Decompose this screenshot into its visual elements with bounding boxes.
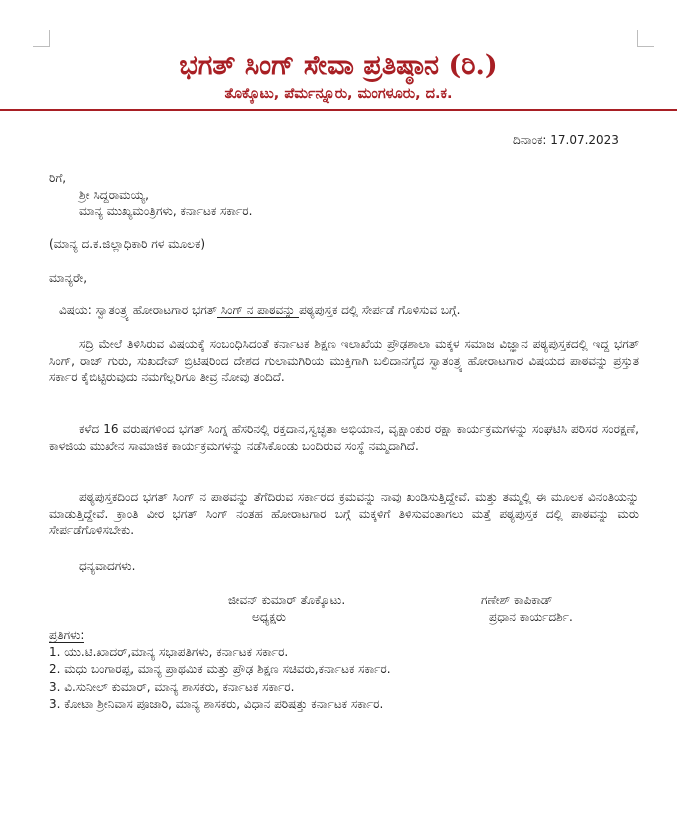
recipient-to: ರಿಗೆ, bbox=[49, 171, 67, 185]
copy-item: 2. ಮಧು ಬಂಗಾರಪ್ಪ, ಮಾನ್ಯ ಪ್ರಾಥಮಿಕ ಮತ್ತು ಪ್ರೌಢ ಶಿಕ್ಷಣ ಸಚಿವರು,ಕರ್ನಾಟಕ ಸರ್ಕಾರ. bbox=[49, 662, 391, 676]
signatory-2-role: ಪ್ರಧಾನ ಕಾರ್ಯದರ್ಶಿ. bbox=[489, 610, 573, 624]
letter-date: ದಿನಾಂಕ: 17.07.2023 bbox=[513, 133, 619, 147]
copy-item: 3. ಕೋಟಾ ಶ್ರೀನಿವಾಸ ಪೂಜಾರಿ, ಮಾನ್ಯ ಶಾಸಕರು, ವಿಧಾನ ಪರಿಷತ್ತು ಕರ್ನಾಟಕ ಸರ್ಕಾರ. bbox=[49, 697, 384, 711]
signatory-2-name: ಗಣೇಶ್ ಕಾಪಿಕಾಡ್ bbox=[481, 593, 553, 607]
recipient-name: ಶ್ರೀ ಸಿದ್ದರಾಮಯ್ಯ, bbox=[79, 188, 149, 202]
salutation: ಮಾನ್ಯರೇ, bbox=[49, 271, 88, 285]
signatory-1-name: ಜೀವನ್ ಕುಮಾರ್ ತೊಕ್ಕೊಟು. bbox=[228, 593, 346, 607]
letterhead-title: ಭಗತ್ ಸಿಂಗ್ ಸೇವಾ ಪ್ರತಿಷ್ಠಾನ (ರಿ.) bbox=[179, 50, 498, 81]
body-paragraph-1: ಸದ್ರಿ ಮೇಲೆ ತಿಳಿಸಿರುವ ವಿಷಯಕ್ಕೆ ಸಂಬಂಧಿಸಿದಂತೆ ಕರ್ನಾಟಕ ಶಿಕ್ಷಣ ಇಲಾಖೆಯ ಪ್ರೌಢಶಾಲಾ ಮಕ್ಕಳ ಸಮಾಜ ವಿಜ್ಞಾನ ಪಠ್ಯಪುಸ್ತಕದಲ್ಲಿ ಇದ್ದ ಭಗತ್ ಸಿಂಗ್, ರಾಜ್ ಗುರು, ಸುಖದೇವ್ ಬ್ರಿಟಿಷರಿಂದ ದೇಶದ ಗುಲಾಮಗಿರಿಯ ಮುಕ್ತಿಗಾಗಿ ಬಲಿದಾನಗೈದ ಸ್ವಾತಂತ್ರ್ಯ ಹೋರಾಟಗಾರ ವಿಷಯದ ಪಾಠವನ್ನು ಪ್ರಸ್ತುತ ಸರ್ಕಾರ ಕೈಬಿಟ್ಟಿರುವುದು ನಮಗೆಲ್ಲರಿಗೂ ತೀವ್ರ ನೋವು ತಂದಿದೆ. bbox=[49, 337, 639, 384]
crop-mark-top-right bbox=[637, 30, 654, 47]
copies-heading: ಪ್ರತಿಗಳು: bbox=[49, 628, 85, 642]
crop-mark-top-left bbox=[33, 30, 50, 47]
recipient-via: (ಮಾನ್ಯ ದ.ಕ.ಜಿಲ್ಲಾಧಿಕಾರಿ ಗಳ ಮೂಲಕ) bbox=[49, 237, 206, 251]
body-paragraph-2: ಕಳೆದ 16 ವರುಷಗಳಿಂದ ಭಗತ್ ಸಿಂಗ್ನ ಹೆಸರಿನಲ್ಲಿ ರಕ್ತದಾನ,ಸ್ವಚ್ಛತಾ ಅಭಿಯಾನ, ವೃಕ್ಷಾಂಕುರ ರಕ್ಷಾ ಕಾರ್ಯಕ್ರಮಗಳನ್ನು ಸಂಘಟಿಸಿ ಪರಿಸರ ಸಂರಕ್ಷಣೆ, ಕಾಳಜಿಯ ಮುಖೇನ ಸಾಮಾಜಿಕ ಕಾರ್ಯಕ್ರಮಗಳನ್ನು ನಡೆಸಿಕೊಂಡು ಬಂದಿರುವ ಸಂಸ್ಥೆ ನಮ್ಮದಾಗಿದೆ. bbox=[49, 422, 639, 453]
letterhead-address: ತೊಕ್ಕೊಟು, ಪೆರ್ಮನ್ನೂರು, ಮಂಗಳೂರು, ದ.ಕ. bbox=[224, 86, 453, 102]
subject-underlined: ಸಿಂಗ್ ನ ಪಾಠವನ್ನು bbox=[217, 303, 300, 317]
subject-line bbox=[59, 302, 460, 318]
signatory-1-role: ಅಧ್ಯಕ್ಷರು bbox=[252, 610, 286, 624]
subject-prefix: ವಿಷಯ: ಸ್ವಾತಂತ್ರ್ಯ ಹೋರಾಟಗಾರ ಭಗತ್ bbox=[59, 303, 217, 317]
subject-suffix: ಪಠ್ಯಪುಸ್ತಕ ದಲ್ಲಿ ಸೇರ್ಪಡೆ ಗೊಳಿಸುವ ಬಗ್ಗೆ. bbox=[299, 303, 461, 317]
closing: ಧನ್ಯವಾದಗಳು. bbox=[79, 559, 136, 573]
body-paragraph-3: ಪಠ್ಯಪುಸ್ತಕದಿಂದ ಭಗತ್ ಸಿಂಗ್ ನ ಪಾಠವನ್ನು ತೆಗೆದಿರುವ ಸರ್ಕಾರದ ಕ್ರಮವನ್ನು ನಾವು ಖಂಡಿಸುತ್ತಿದ್ದೇವೆ. ಮತ್ತು ತಮ್ಮಲ್ಲಿ ಈ ಮೂಲಕ ವಿನಂತಿಯನ್ನು ಮಾಡುತ್ತಿದ್ದೇವೆ. ಕ್ರಾಂತಿ ವೀರ ಭಗತ್ ಸಿಂಗ್ ನಂತಹ ಹೋರಾಟಗಾರ ಬಗ್ಗೆ ಮಕ್ಕಳಿಗೆ ತಿಳಿಸುವಂತಾಗಲು ಮತ್ತೆ ಪಠ್ಯಪುಸ್ತಕ ದಲ್ಲಿ ಪಾಠವನ್ನು ಮರು ಸೇರ್ಪಡೆಗೊಳಿಸಬೇಕು. bbox=[49, 490, 639, 537]
recipient-designation: ಮಾನ್ಯ ಮುಖ್ಯಮಂತ್ರಿಗಳು, ಕರ್ನಾಟಕ ಸರ್ಕಾರ. bbox=[79, 204, 253, 218]
letterhead-divider bbox=[0, 109, 677, 111]
copy-item: 3. ವಿ.ಸುನೀಲ್ ಕುಮಾರ್, ಮಾನ್ಯ ಶಾಸಕರು, ಕರ್ನಾಟಕ ಸರ್ಕಾರ. bbox=[49, 680, 295, 694]
copy-item: 1. ಯು.ಟಿ.ಖಾದರ್,ಮಾನ್ಯ ಸಭಾಪತಿಗಳು, ಕರ್ನಾಟಕ ಸರ್ಕಾರ. bbox=[49, 645, 289, 659]
